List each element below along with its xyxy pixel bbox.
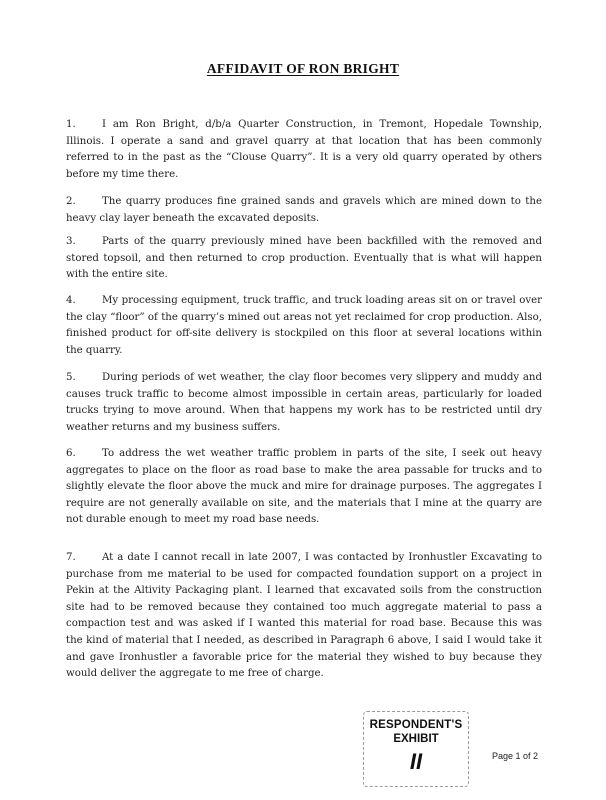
paragraph-number: 7. bbox=[66, 552, 76, 563]
paragraph-number: 4. bbox=[66, 295, 76, 306]
stamp-respondents-label: RESPONDENT'S bbox=[369, 719, 463, 731]
paragraph-4 bbox=[66, 293, 542, 359]
paragraph-1 bbox=[66, 117, 542, 183]
paragraph-text: The quarry produces fine grained sands and gravels which are mined down to the heavy clay layer beneath the excavated deposits. bbox=[66, 196, 542, 224]
paragraph-number: 2. bbox=[66, 196, 76, 207]
paragraph-number: 3. bbox=[66, 236, 76, 247]
paragraph-number: 1. bbox=[66, 119, 76, 130]
page-number: Page 1 of 2 bbox=[492, 751, 539, 761]
paragraph-text: To address the wet weather traffic problem in parts of the site, I seek out heavy aggregates to place on the floor as road base to make the area passable for trucks and to slightly elevate the floor above the muck and mire for drainage purposes. The aggregates I require are not generally available on site, and the materials that I mine at the quarry are not durable enough to meet my road base needs. bbox=[66, 448, 542, 526]
stamp-exhibit-label: EXHIBIT bbox=[393, 733, 439, 745]
paragraph-text: I am Ron Bright, d/b/a Quarter Construction, in Tremont, Hopedale Township, Illinois. I operate a sand and gravel quarry at that location that has been commonly referred to in the past as the “Clouse Quarry”. It is a very old quarry operated by others before my time there. bbox=[66, 119, 542, 180]
paragraph-2 bbox=[66, 194, 542, 227]
paragraph-7 bbox=[66, 550, 542, 683]
paragraph-text: Parts of the quarry previously mined have been backfilled with the removed and stored topsoil, and then returned to crop production. Eventually that is what will happen with the entire site. bbox=[66, 236, 542, 281]
paragraph-number: 6. bbox=[66, 448, 76, 459]
document-title: AFFIDAVIT OF RON BRIGHT bbox=[206, 61, 400, 76]
stamp-exhibit-mark: II bbox=[409, 749, 423, 774]
paragraph-text: My processing equipment, truck traffic, and truck loading areas sit on or travel over the clay “floor” of the quarry’s mined out areas not yet reclaimed for crop production. Also, finished product for off-site delivery is stockpiled on this floor at several locations within the quarry. bbox=[66, 295, 542, 356]
paragraph-text: At a date I cannot recall in late 2007, I was contacted by Ironhustler Excavating to purchase from me material to be used for compacted foundation support on a project in Pekin at the Altivity Packaging plant. I learned that excavated soils from the construction site had to be removed because they contained too much aggregate material to pass a compaction test and was asked if I wanted this material for road base. Because this was the kind of material that I needed, as described in Paragraph 6 above, I said I would take it and gave Ironhustler a favorable price for the material they wished to buy because they would deliver the aggregate to me free of charge. bbox=[66, 552, 542, 680]
paragraph-5 bbox=[66, 370, 542, 436]
paragraph-number: 5. bbox=[66, 372, 76, 383]
paragraph-6 bbox=[66, 446, 542, 529]
paragraph-text: During periods of wet weather, the clay floor becomes very slippery and muddy and causes truck traffic to become almost impossible in certain areas, particularly for loaded trucks trying to move around. When that happens my work has to be restricted until dry weather returns and my business suffers. bbox=[66, 372, 542, 433]
paragraph-3 bbox=[66, 234, 542, 284]
exhibit-stamp bbox=[363, 711, 469, 787]
